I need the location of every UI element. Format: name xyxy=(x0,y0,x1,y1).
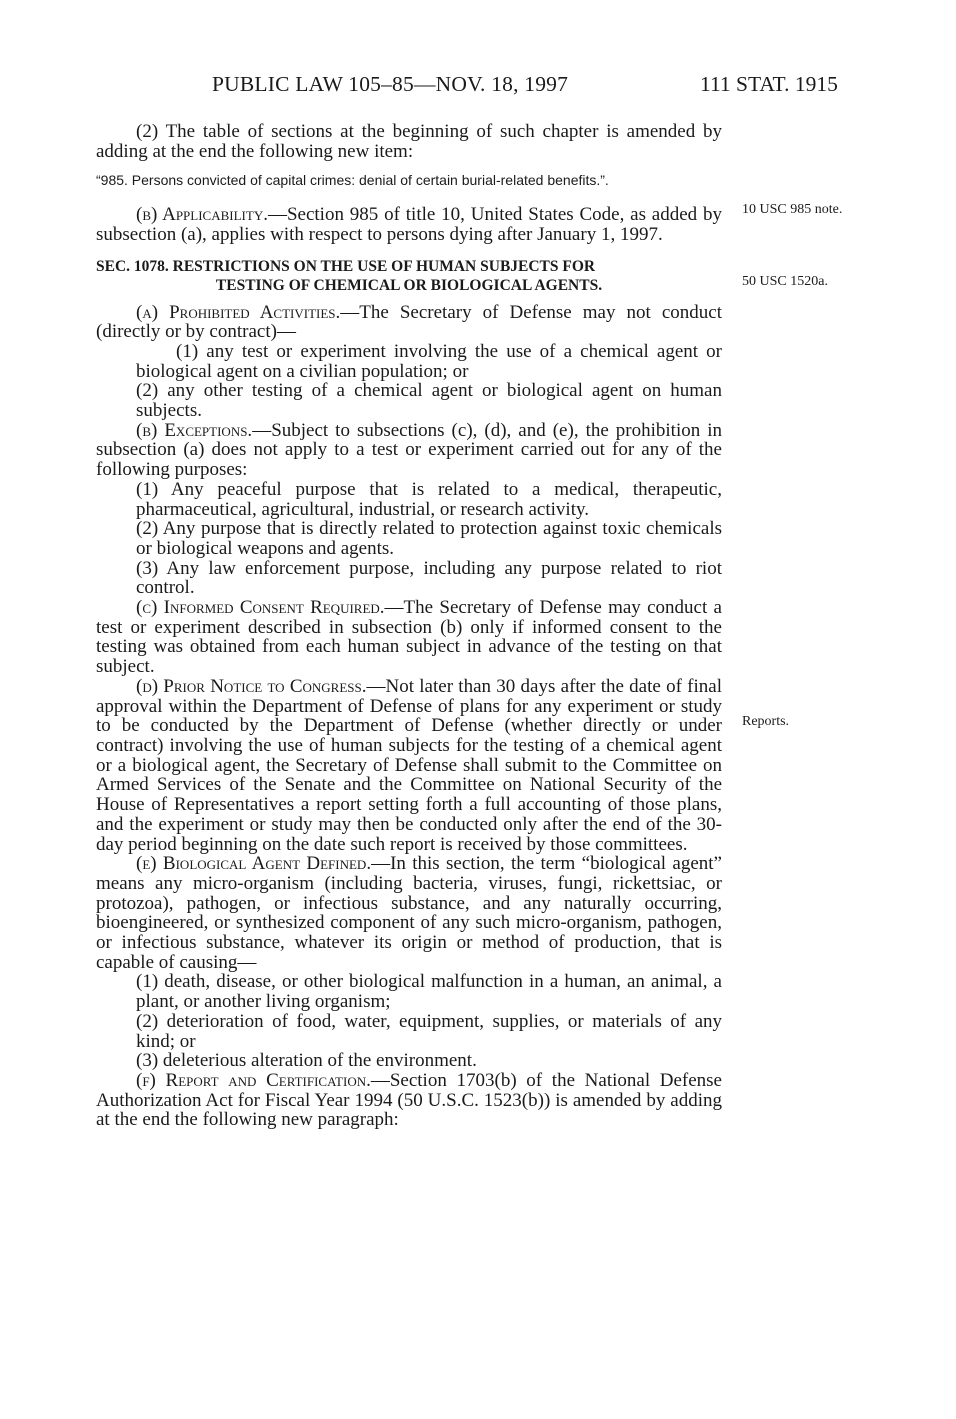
paragraph-b1: (1) Any peaceful purpose that is related to a medical, therapeutic, pharmaceutical, agricultural, industrial, or research activity. xyxy=(136,478,722,520)
subsection-d: (d) Prior Notice to Congress.—Not later than 30 days after the date of final approval within the Department of Defense of plans for any experiment or study to be conducted by the Department of Defense (whether directly or under contract) involving the use of human subjects for the testing of a chemical agent or a biological agent, the Secretary of Defense shall submit to the Committee on Armed Services of the Senate and the Committee on National Security of the House of Representatives a report setting forth a full accounting of those plans, and the experiment or study may then be conducted only after the end of the 30-day period beginning on the date such report is received by those committees. xyxy=(96,675,723,855)
subsection-heading: (d) Prior Notice to Congress. xyxy=(136,675,367,697)
subsection-heading: (a) Prohibited Activities. xyxy=(136,301,341,323)
subsection-heading: (b) Applicability. xyxy=(136,204,268,226)
subsection-b-applicability: (b) Applicability.—Section 985 of title 10, United States Code, as added by subsection (a), applies with respect to persons dying after January 1, 1997. xyxy=(96,204,722,245)
paragraph-a2: (2) any other testing of a chemical agent or biological agent on human subjects. xyxy=(136,380,722,422)
new-item-985: “985. Persons convicted of capital crimes: denial of certain burial-related benefits.”. xyxy=(96,172,609,189)
paragraph-e3: (3) deleterious alteration of the environment. xyxy=(136,1050,477,1072)
subsection-f: (f) Report and Certification.—Section 1703(b) of the National Defense Authorization Act for Fiscal Year 1994 (50 U.S.C. 1523(b)) is amended by adding at the end the following new paragraph: xyxy=(96,1069,722,1131)
section-heading-line-2: TESTING OF CHEMICAL OR BIOLOGICAL AGENTS. xyxy=(215,276,603,294)
subsection-heading: (b) Exceptions. xyxy=(136,419,253,441)
section-heading-line-1: SEC. 1078. RESTRICTIONS ON THE USE OF HUMAN SUBJECTS FOR xyxy=(96,257,596,275)
subsection-a: (a) Prohibited Activities.—The Secretary of Defense may not conduct (directly or by contract)— xyxy=(96,301,722,343)
paragraph-e1: (1) death, disease, or other biological malfunction in a human, an animal, a plant, or another living organism; xyxy=(136,971,722,1013)
paragraph-table-of-sections: (2) The table of sections at the beginning of such chapter is amended by adding at the end the following new item: xyxy=(96,121,722,162)
paragraph-b3: (3) Any law enforcement purpose, including any purpose related to riot control. xyxy=(136,557,722,599)
header-stat-page: 111 STAT. 1915 xyxy=(700,72,838,96)
subsection-b-exceptions: (b) Exceptions.—Subject to subsections (c), (d), and (e), the prohibition in subsection (a) does not apply to a test or experiment carried out for any of the following purposes: xyxy=(96,419,722,481)
section-heading xyxy=(96,257,722,295)
subsection-e: (e) Biological Agent Defined.—In this section, the term “biological agent” means any micro-organism (including bacteria, viruses, fungi, rickettsiac, or protozoa), pathogen, or infectious substance, and any naturally occurring, bioengineered, or synthesized component of any such micro-organism, pathogen, or infectious substance, whatever its origin or method of production, that is capable of causing— xyxy=(96,853,722,973)
subsection-heading: (f) Report and Certification. xyxy=(136,1069,371,1091)
subsection-c: (c) Informed Consent Required.—The Secretary of Defense may conduct a test or experiment described in subsection (b) only if informed consent to the testing was obtained from each human subject in advance of the testing on that subject. xyxy=(96,597,722,678)
paragraph-a1: (1) any test or experiment involving the use of a chemical agent or biological agent on a civilian population; or xyxy=(136,340,722,382)
page-header xyxy=(0,72,956,102)
header-public-law: PUBLIC LAW 105–85—NOV. 18, 1997 xyxy=(212,72,569,96)
margin-note-applicability: 10 USC 985 note. xyxy=(742,202,843,217)
margin-note-section: 50 USC 1520a. xyxy=(742,274,828,289)
paragraph-b2: (2) Any purpose that is directly related to protection against toxic chemicals or biological weapons and agents. xyxy=(136,518,722,559)
document-body xyxy=(96,122,722,1130)
subsection-heading: (c) Informed Consent Required. xyxy=(136,597,385,619)
subsection-heading: (e) Biological Agent Defined. xyxy=(136,853,372,875)
paragraph-e2: (2) deterioration of food, water, equipment, supplies, or materials of any kind; or xyxy=(136,1010,722,1052)
margin-note-reports: Reports. xyxy=(742,714,790,729)
